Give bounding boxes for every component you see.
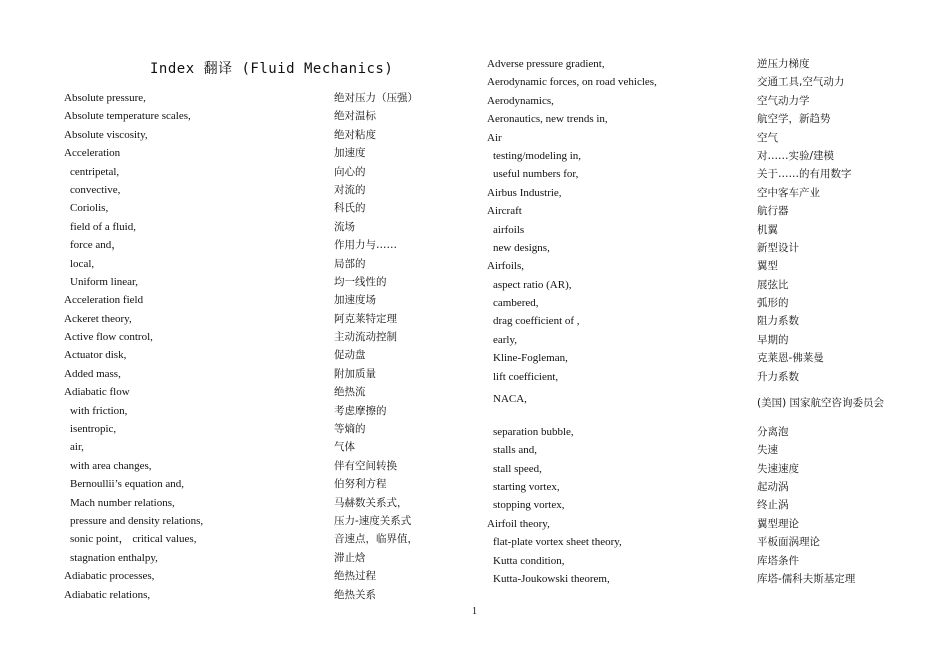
index-term-english: NACA,: [493, 393, 527, 406]
index-entry: [487, 239, 917, 257]
index-entry: [64, 181, 444, 199]
index-term-chinese: 起动涡: [757, 481, 789, 493]
index-entry: [64, 126, 444, 144]
index-term-english: Airbus Industrie,: [487, 186, 562, 199]
index-term-english: Acceleration: [64, 147, 121, 160]
index-entry: [64, 494, 444, 512]
index-entry: [487, 496, 917, 514]
index-term-english: Airfoil theory,: [487, 517, 550, 530]
index-entry: [64, 383, 444, 401]
index-term-chinese: 加速度: [334, 147, 366, 160]
index-term-chinese: 空气: [757, 131, 778, 144]
index-entry: [487, 221, 917, 239]
index-entry: [487, 129, 917, 147]
index-entry: [64, 255, 444, 273]
index-term-chinese: 终止涡: [757, 499, 789, 512]
index-term-english: lift coefficient,: [493, 370, 559, 383]
index-entry: [64, 530, 444, 548]
index-entry: [487, 331, 917, 349]
index-term-chinese: 对……实验/建模: [757, 149, 835, 162]
index-term-chinese: (美国) 国家航空咨询委员会: [757, 397, 885, 410]
index-term-chinese: 绝对粘度: [334, 128, 376, 141]
index-term-chinese: 主动流动控制: [334, 331, 397, 344]
page-number: 1: [472, 606, 477, 617]
index-entry: [64, 512, 444, 530]
index-term-english: Absolute pressure,: [64, 92, 146, 104]
index-term-chinese: 库塔-儒科夫斯基定理: [757, 572, 856, 585]
index-term-chinese: 翼型理论: [757, 517, 799, 530]
index-term-english: field of a fluid,: [70, 220, 136, 233]
index-term-chinese: 促动盘: [334, 349, 366, 362]
index-term-chinese: 向心的: [334, 165, 366, 178]
index-term-chinese: 对流的: [334, 183, 366, 196]
index-entry: [487, 570, 917, 588]
index-term-english: Absolute viscosity,: [64, 128, 148, 141]
right-index-column: [487, 55, 917, 588]
index-term-english: Aeronautics, new trends in,: [487, 113, 608, 126]
index-entry: [64, 365, 444, 383]
index-term-english: Kutta condition,: [493, 554, 565, 567]
index-term-english: sonic point， critical values,: [70, 533, 197, 546]
index-entry: [64, 107, 444, 125]
index-term-chinese: 早期的: [757, 333, 789, 346]
index-entry: [64, 328, 444, 346]
index-term-english: Air: [487, 131, 502, 144]
index-term-english: centripetal,: [70, 165, 120, 178]
index-entry: [64, 346, 444, 364]
index-term-chinese: 弧形的: [757, 297, 789, 310]
index-term-chinese: 加速度场: [334, 294, 376, 307]
index-entry: [64, 291, 444, 309]
index-entry: [487, 441, 917, 459]
index-term-chinese: 航行器: [757, 205, 789, 218]
index-term-chinese: 流场: [334, 220, 355, 233]
index-term-chinese: 均一线性的: [334, 275, 387, 288]
index-entry: [64, 273, 444, 291]
index-term-english: stall speed,: [493, 462, 542, 475]
index-entry: [64, 144, 444, 162]
index-entry: [64, 586, 444, 604]
index-entry: [487, 294, 917, 312]
index-term-english: Aerodynamic forces, on road vehicles,: [487, 76, 657, 89]
index-entry: [64, 163, 444, 181]
index-term-chinese: 失速速度: [757, 462, 799, 475]
index-term-english: Adiabatic processes,: [64, 570, 155, 583]
index-entry: [487, 423, 917, 441]
index-term-chinese: 作用力与……: [334, 239, 397, 252]
index-term-chinese: 机翼: [757, 223, 778, 236]
index-term-chinese: 空气动力学: [757, 94, 810, 107]
index-term-chinese: 绝热流: [334, 386, 366, 399]
index-entry: [64, 549, 444, 567]
index-term-english: Absolute temperature scales,: [64, 110, 191, 123]
index-entry: [487, 515, 917, 533]
index-term-english: Actuator disk,: [64, 349, 127, 362]
index-term-chinese: 平板面涡理论: [757, 536, 820, 549]
index-entry: [487, 184, 917, 202]
index-entry: [64, 475, 444, 493]
index-entry: [487, 312, 917, 330]
index-term-english: stagnation enthalpy,: [70, 551, 158, 564]
index-term-chinese: 克莱恩-佛莱曼: [757, 352, 824, 365]
index-entry: [487, 202, 917, 220]
index-term-english: Mach number relations,: [70, 496, 175, 509]
index-term-english: isentropic,: [70, 423, 117, 436]
index-entry: [487, 55, 917, 73]
index-term-chinese: 马赫数关系式，: [334, 496, 408, 509]
index-term-chinese: 附加质量: [334, 367, 376, 380]
index-term-chinese: 逆压力梯度: [757, 58, 810, 70]
index-term-english: Acceleration field: [64, 294, 144, 307]
index-term-english: Bernoullii’s equation and,: [70, 478, 184, 491]
index-entry: [64, 199, 444, 217]
index-entry: [487, 368, 917, 386]
index-term-chinese: 失速: [757, 444, 778, 457]
index-term-chinese: 伴有空间转换: [334, 459, 397, 472]
left-index-column: [64, 89, 444, 604]
index-term-english: Active flow control,: [64, 331, 153, 344]
index-term-english: flat-plate vortex sheet theory,: [493, 536, 622, 549]
index-term-english: Added mass,: [64, 367, 121, 380]
index-entry: [487, 110, 917, 128]
index-term-chinese: 伯努利方程: [334, 478, 387, 491]
index-term-english: cambered,: [493, 297, 539, 310]
index-term-chinese: 展弦比: [757, 278, 789, 291]
index-term-english: Kline-Fogleman,: [493, 352, 568, 365]
index-entry: [487, 349, 917, 367]
index-entry: [487, 73, 917, 91]
index-term-english: stopping vortex,: [493, 499, 565, 512]
index-term-english: Adiabatic flow: [64, 386, 130, 399]
index-term-chinese: 关于……的有用数字: [757, 168, 852, 181]
index-term-chinese: 绝对压力（压强）: [334, 92, 418, 104]
index-term-english: airfoils: [493, 223, 525, 236]
index-term-chinese: 分离泡: [757, 425, 789, 438]
index-term-english: aspect ratio (AR),: [493, 278, 572, 291]
index-term-chinese: 阻力系数: [757, 315, 799, 328]
index-term-english: force and，: [70, 239, 123, 252]
index-entry: [64, 236, 444, 254]
index-entry: [487, 386, 917, 423]
index-term-chinese: 升力系数: [757, 370, 799, 383]
index-term-english: with area changes,: [70, 459, 152, 472]
index-term-english: Coriolis,: [70, 202, 109, 215]
index-entry: [487, 533, 917, 551]
index-term-english: Aerodynamics,: [487, 94, 554, 107]
index-term-chinese: 新型设计: [757, 241, 799, 254]
page-title: Index 翻译 (Fluid Mechanics): [150, 61, 394, 77]
index-entry: [64, 457, 444, 475]
index-term-chinese: 滞止焓: [334, 551, 366, 564]
index-entry: [64, 310, 444, 328]
index-term-english: air,: [70, 441, 84, 454]
index-term-chinese: 压力-速度关系式: [334, 514, 412, 527]
index-entry: [487, 257, 917, 275]
index-term-english: Adiabatic relations,: [64, 588, 151, 601]
index-term-chinese: 音速点，临界值，: [334, 533, 418, 546]
index-term-chinese: 绝热关系: [334, 588, 376, 601]
index-term-english: testing/modeling in,: [493, 149, 581, 162]
index-term-english: useful numbers for,: [493, 168, 579, 181]
index-term-english: convective,: [70, 183, 121, 196]
index-term-chinese: 绝热过程: [334, 570, 376, 583]
index-term-english: separation bubble,: [493, 425, 574, 438]
index-entry: [64, 420, 444, 438]
index-term-english: Kutta-Joukowski theorem,: [493, 572, 610, 585]
index-term-english: new designs,: [493, 241, 550, 254]
index-term-english: local,: [70, 257, 95, 270]
index-entry: [487, 147, 917, 165]
index-term-chinese: 翼型: [757, 260, 778, 273]
index-entry: [487, 276, 917, 294]
index-term-chinese: 考虑摩擦的: [334, 404, 387, 417]
index-term-chinese: 绝对温标: [334, 110, 376, 123]
index-term-chinese: 局部的: [334, 257, 366, 270]
index-term-english: Airfoils,: [487, 260, 524, 273]
index-term-english: Adverse pressure gradient,: [487, 58, 605, 70]
index-term-chinese: 库塔条件: [757, 554, 799, 567]
index-entry: [64, 89, 444, 107]
index-entry: [487, 460, 917, 478]
index-term-english: Aircraft: [487, 205, 522, 218]
index-entry: [64, 438, 444, 456]
index-term-chinese: 气体: [334, 441, 355, 454]
index-term-chinese: 等熵的: [334, 423, 366, 436]
index-term-chinese: 阿克莱特定理: [334, 312, 397, 325]
index-term-chinese: 科氏的: [334, 202, 366, 215]
index-entry: [64, 218, 444, 236]
index-term-chinese: 交通工具,空气动力: [757, 76, 845, 89]
index-entry: [487, 92, 917, 110]
index-entry: [487, 552, 917, 570]
index-term-english: with friction,: [70, 404, 128, 417]
index-entry: [487, 478, 917, 496]
index-term-english: Uniform linear,: [70, 275, 138, 288]
index-entry: [487, 165, 917, 183]
index-term-chinese: 航空学，新趋势: [757, 113, 831, 126]
index-term-english: stalls and,: [493, 444, 537, 457]
index-term-english: pressure and density relations,: [70, 514, 204, 527]
index-term-english: Ackeret theory,: [64, 312, 132, 325]
index-term-english: starting vortex,: [493, 481, 560, 493]
index-entry: [64, 402, 444, 420]
index-term-english: drag coefficient of ,: [493, 315, 580, 328]
index-term-english: early,: [493, 333, 518, 346]
index-term-chinese: 空中客车产业: [757, 186, 820, 199]
index-entry: [64, 567, 444, 585]
